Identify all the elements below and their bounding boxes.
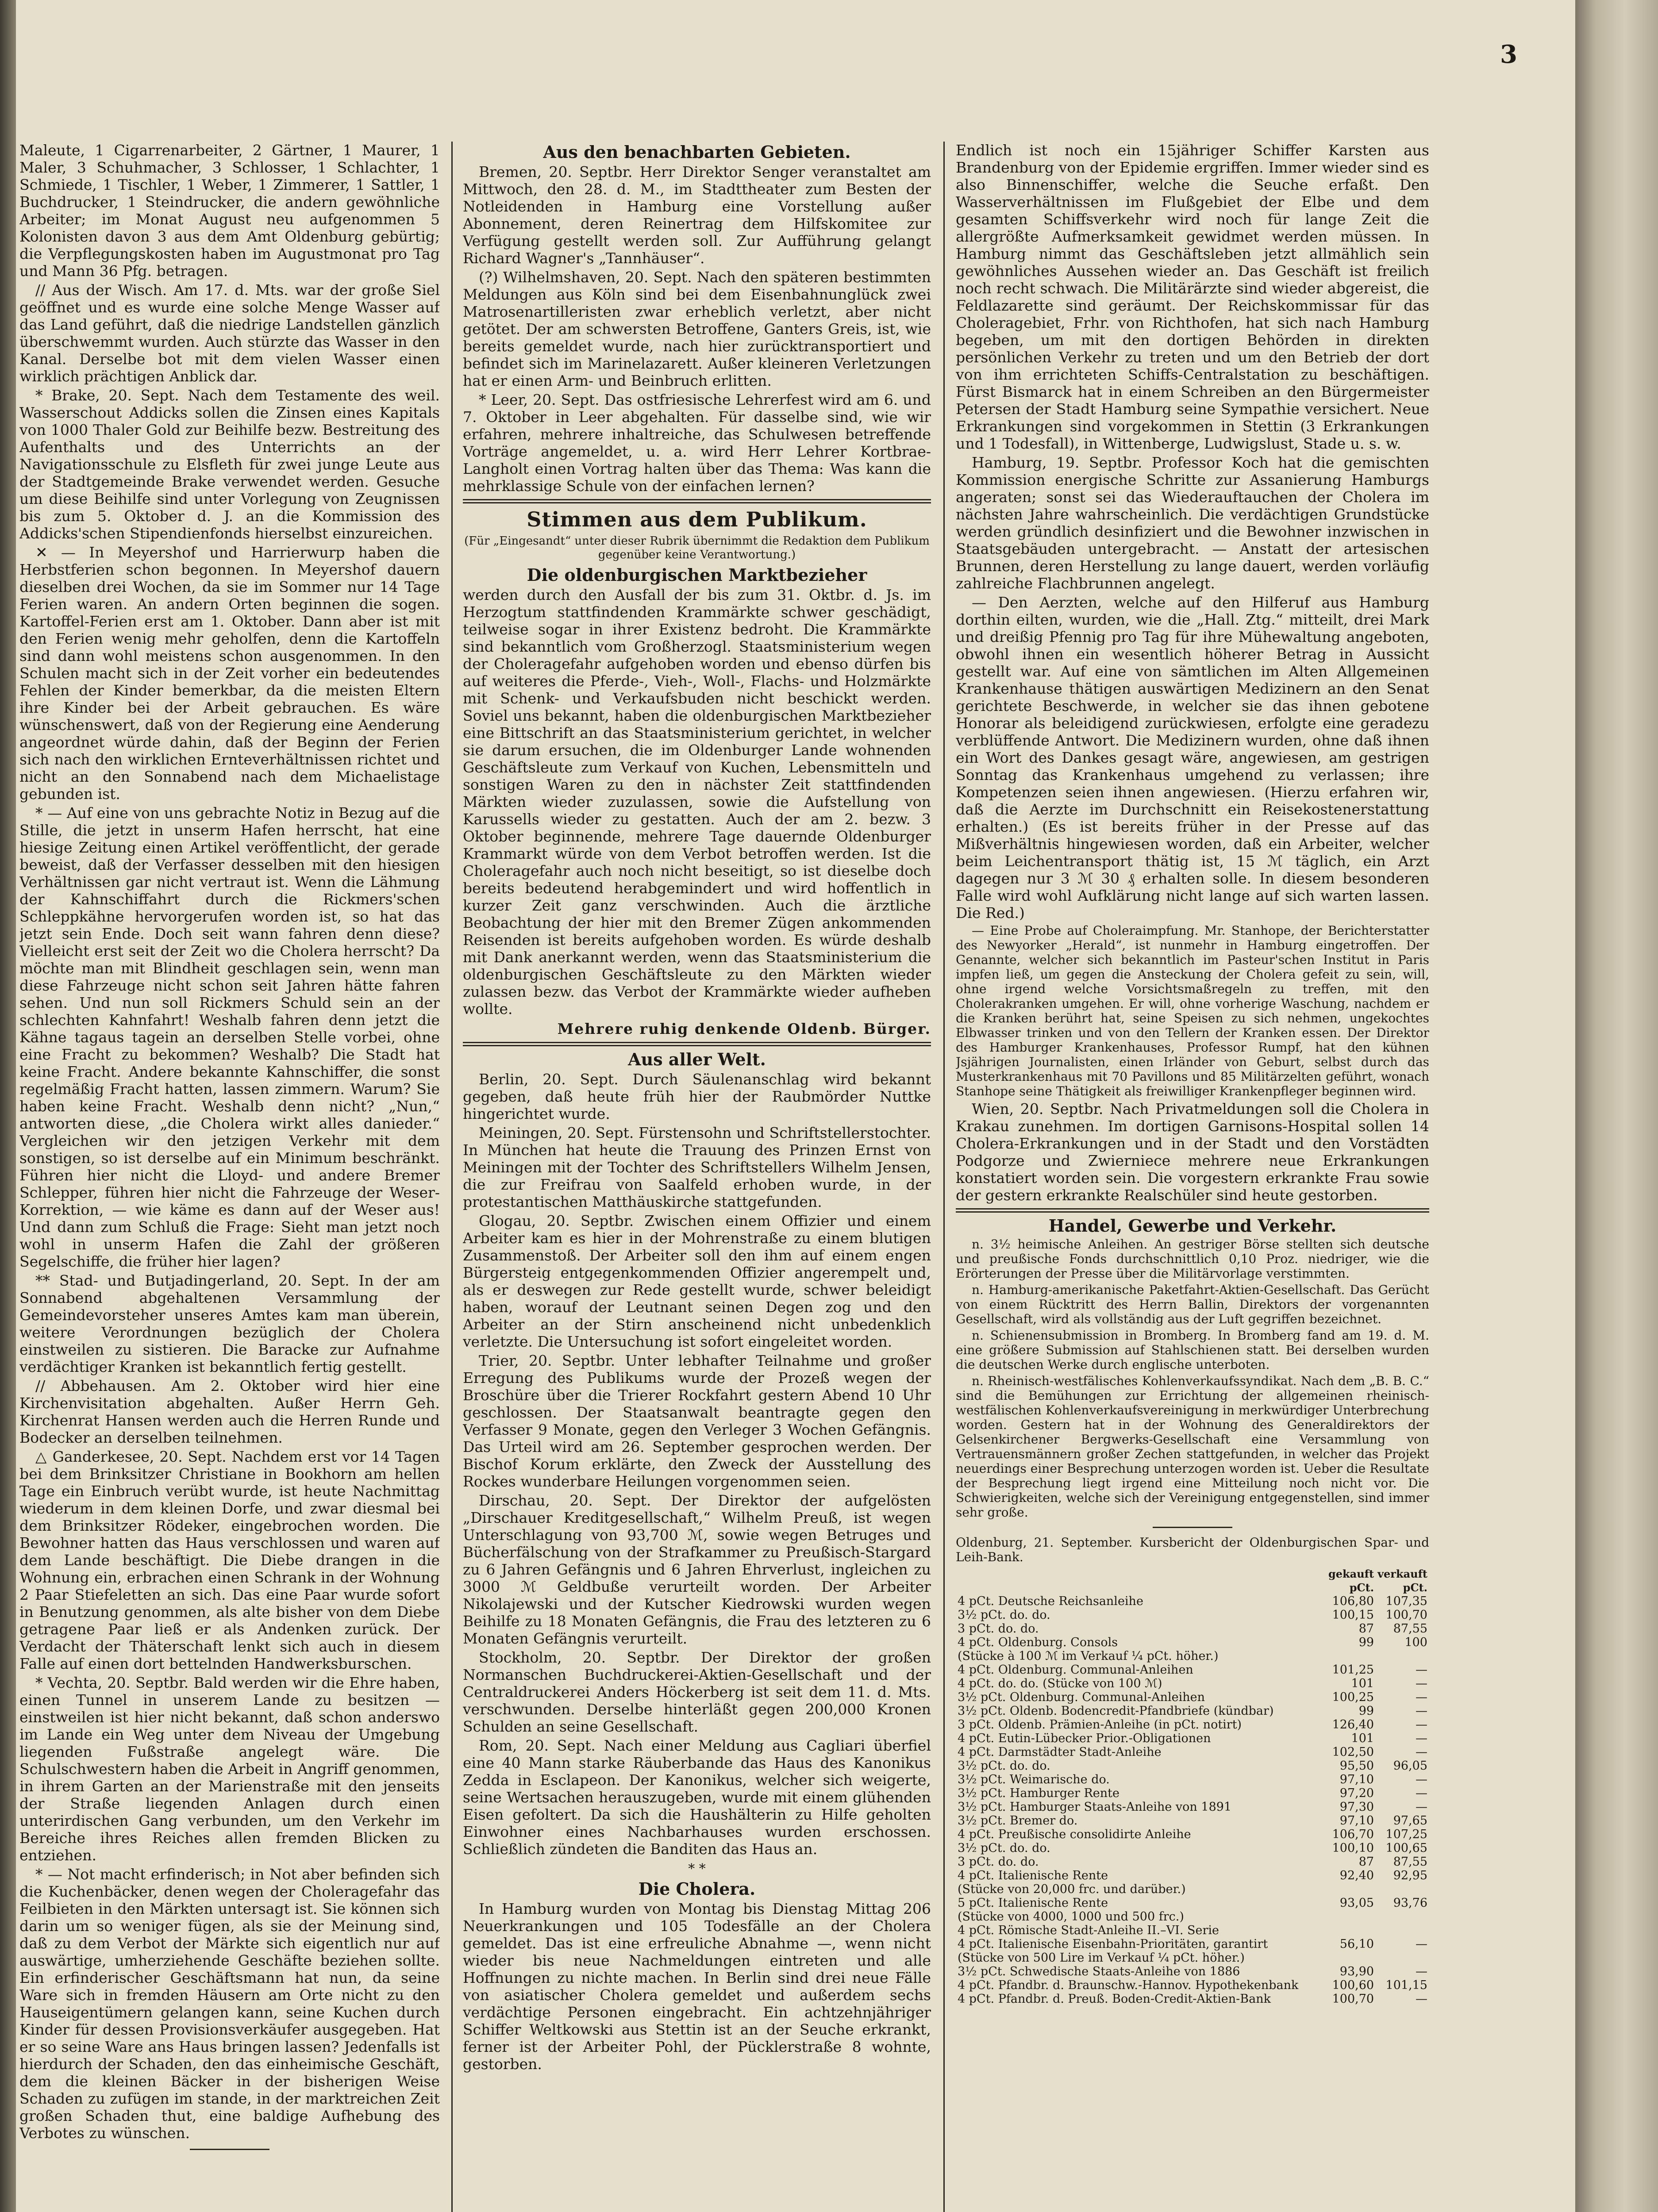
- security-name-cell: 4 pCt. Pfandbr. d. Preuß. Boden-Credit-Aktien-Bank: [958, 1992, 1271, 2006]
- rate-cell: 100,25: [1332, 1690, 1374, 1704]
- table-row: [956, 1718, 1429, 1732]
- article-paragraph: * Brake, 20. Sept. Nach dem Testamente des weil. Wasserschout Addicks sollen die Zinsen eines Kapitals von 1000 Thaler Gold zur Beihilfe bezw. Bestreitung des Aufenthalts und des Unterrichts an der Navigationsschule zu Elsfleth für zwei junge Leute aus der Stadtgemeinde Brake verwendet werden. Gesuche um diese Beihilfe sind unter Vorlegung von Zeugnissen bis zum 5. Oktober d. J. an die Kommission des Addicks'schen Stipendienfonds hierselbst einzureichen.: [19, 387, 440, 542]
- table-row: [956, 1636, 1429, 1649]
- exchange-rate-rows: [956, 1594, 1429, 2006]
- table-row: [956, 1924, 1429, 1937]
- article-paragraph-small: n. Schienensubmission in Bromberg. In Bromberg fand am 19. d. M. eine größere Submission auf Stahlschienen statt. Bei derselben wurden die deutschen Werke durch englische unterboten.: [956, 1328, 1429, 1372]
- article-paragraph: Berlin, 20. Sept. Durch Säulenanschlag wird bekannt gegeben, daß heute früh hier der Raubmörder Nuttke hingerichtet wurde.: [463, 1071, 931, 1122]
- rate-cell: 99: [1358, 1636, 1374, 1649]
- column-3: [956, 142, 1429, 2212]
- rate-cell: —: [1416, 1718, 1427, 1732]
- security-name-cell: (Stücke von 500 Lire im Verkauf ¼ pCt. höher.): [958, 1951, 1245, 1965]
- article-paragraph: * — Not macht erfinderisch; in Not aber befinden sich die Kuchenbäcker, denen wegen der Choleragefahr das Feilbieten in den Märkten untersagt ist. Sie können sich darin um so weniger fügen, als sie der Meinung sind, daß zu dem Verbot der Märkte sich eigentlich nur auf auswärtige, umherziehende Geschäfte beziehen sollte. Ein erfinderischer Geschäftsmann hat nun, da seine Ware sich in fremden Häusern am Orte nicht zu den Hauseigentümern gelangen kann, seine Kuchen durch Kinder für dessen Provisionsverkäufer ausgegeben. Hat er so seine Ware ans Haus bringen lassen? Jedenfalls ist hierdurch der Schaden, den das einheimische Geschäft, dem die kleinen Bäcker in der bisherigen Weise Schaden zu zufügen im stande, in der marktreichen Zeit großen Schaden thut, eine baldige Aufhebung des Verbotes zu wünschen.: [19, 1866, 440, 2142]
- rate-cell: 101,25: [1332, 1663, 1374, 1677]
- table-row: [956, 1828, 1429, 1841]
- end-rule: [190, 2149, 269, 2150]
- rate-cell: [1323, 1910, 1376, 1924]
- security-name-cell: 3½ pCt. do. do.: [958, 1759, 1050, 1773]
- security-name-cell: 4 pCt. Oldenburg. Communal-Anleihen: [958, 1663, 1193, 1677]
- rate-cell: 97,65: [1393, 1814, 1427, 1828]
- rate-cell: 100,15: [1332, 1608, 1374, 1622]
- table-header-row: [956, 1567, 1429, 1581]
- rate-cell: [1323, 1882, 1376, 1896]
- table-row: [956, 1841, 1429, 1855]
- security-name-cell: 3½ pCt. Oldenb. Bodencredit-Pfandbriefe (kündbar): [958, 1704, 1274, 1718]
- security-name-cell: 4 pCt. Pfandbr. d. Braunschw.-Hannov. Hypothekenbank: [958, 1978, 1299, 1992]
- security-name-cell: (Stücke von 20,000 frc. und darüber.): [958, 1882, 1186, 1896]
- rate-cell: 126,40: [1332, 1718, 1374, 1732]
- article-paragraph: Rom, 20. Sept. Nach einer Meldung aus Cagliari überfiel eine 40 Mann starke Räuberbande das Haus des Kanonikus Zedda in Esclapeon. Der Kanonikus, welcher sich weigerte, seine Wertsachen herauszugeben, wurde mit einem glühenden Eisen gefoltert. Da sich die Haushälterin zu Hilfe geholten Einwohner eines Nachbarhauses wurden erschossen. Schließlich zündeten die Banditen das Haus an.: [463, 1737, 931, 1858]
- security-name-cell: 4 pCt. Römische Stadt-Anleihe II.–VI. Serie: [958, 1924, 1219, 1937]
- rate-cell: —: [1416, 1677, 1427, 1690]
- table-row: [956, 1690, 1429, 1704]
- table-row: [956, 1910, 1429, 1924]
- article-paragraph: Stockholm, 20. Septbr. Der Direktor der großen Normanschen Buchdruckerei-Aktien-Gesellschaft und der Centraldruckerei Anders Höckerberg ist seit dem 11. d. Mts. verschwunden. Derselbe hinterläßt gegen 200,000 Kronen Schulden an seine Gesellschaft.: [463, 1649, 931, 1735]
- rate-cell: [1323, 1649, 1376, 1663]
- rate-cell: —: [1416, 1773, 1427, 1786]
- page-stack-edge: [1575, 0, 1658, 2212]
- article-paragraph: // Abbehausen. Am 2. Oktober wird hier eine Kirchenvisitation abgehalten. Außer Herrn Geh. Kirchenrat Hansen werden auch die Herren Runde und Bodecker an derselben teilnehmen.: [19, 1377, 440, 1446]
- security-name-cell: 3½ pCt. do. do.: [958, 1841, 1050, 1855]
- security-name-cell: (Stücke à 100 ℳ im Verkauf ¼ pCt. höher.): [958, 1649, 1219, 1663]
- article-paragraph: Wien, 20. Septbr. Nach Privatmeldungen soll die Cholera in Krakau zunehmen. Im dortigen Garnisons-Hospital sollen 14 Cholera-Erkrankungen und in der Stadt und den Vorstädten Podgorze und Zwierniece mehrere neue Erkrankungen konstatiert worden sein. Die vorgestern erkrankte Frau sowie der gestern erkrankte Realschüler sind heute gestorben.: [956, 1100, 1429, 1204]
- article-paragraph: — Den Aerzten, welche auf den Hilferuf aus Hamburg dorthin eilten, wurden, wie die „Hall. Ztg.“ mitteilt, drei Mark und dreißig Pfennig pro Tag für ihre Mühewaltung angeboten, obwohl ihnen ein wesentlich höherer Betrag in Aussicht gestellt war. Auf eine von sämtlichen im Alten Allgemeinen Krankenhause thätigen auswärtigen Medizinern an den Senat gerichtete Beschwerde, in welcher sie das ihnen gebotene Honorar als beleidigend zurückwiesen, erfolgte eine geradezu verblüffende Antwort. Die Medizinern wurden, ohne daß ihnen ein Wort des Dankes gesagt wäre, angewiesen, am gestrigen Sonntag das Krankenhaus umgehend zu verlassen; ihre Kompetenzen seien ihnen angewiesen. (Hierzu erfahren wir, daß die Aerzte im Durchschnitt ein Reisekostenerstattung erhalten.) (Es ist bereits früher in der Presse auf das Mißverhältnis hingewiesen worden, daß ein Arbeiter, welcher beim Leichentransport thätig ist, 15 ℳ täglich, ein Arzt dagegen nur 3 ℳ 30 ₰ erhalten solle. In diesem besonderen Falle wird wohl Aufklärung nicht lange auf sich warten lassen. Die Red.): [956, 594, 1429, 922]
- table-row: [956, 1663, 1429, 1677]
- article-paragraph: In Hamburg wurden von Montag bis Dienstag Mittag 206 Neuerkrankungen und 105 Todesfälle an der Cholera gemeldet. Das ist eine erfreuliche Abnahme —, wenn nicht wieder bis neue Nachmeldungen eintreten und alle Hoffnungen zu nichte machen. In Berlin sind drei neue Fälle von asiatischer Cholera gemeldet und außerdem sechs verdächtige Personen eingebracht. Ein achtzehnjähriger Schiffer Weltkowski aus Stettin ist an der Seuche erkrankt, ferner ist der Arbeiter Pohl, der Pücklerstraße 8 wohnte, gestorben.: [463, 1900, 931, 2073]
- security-name-cell: 4 pCt. Darmstädter Stadt-Anleihe: [958, 1745, 1162, 1759]
- table-row: [956, 1855, 1429, 1869]
- article-paragraph: werden durch den Ausfall der bis zum 31. Oktbr. d. Js. im Herzogtum stattfindenden Krammärkte schwer geschädigt, teilweise sogar in ihrer Existenz bedroht. Die Krammärkte sind bekanntlich vom Großherzogl. Staatsministerium wegen der Choleragefahr aufgehoben worden und ebenso dürfen bis auf weiteres die Pferde-, Vieh-, Woll-, Flachs- und Holzmärkte mit Schenk- und Verkaufsbuden nicht beschickt werden. Soviel uns bekannt, haben die oldenburgischen Marktbezieher eine Bittschrift an das Staatsministerium gerichtet, in welcher sie darum ersuchen, die im Oldenburger Lande wohnenden Geschäftsleute zum Verkauf von Kuchen, Lebensmitteln und sonstigen Waren zu den in nächster Zeit stattfindenden Märkten wieder zuzulassen, sowie die Aufstellung von Karussells wieder zu gestatten. Auch der am 2. bezw. 3 Oktober beginnende, mehrere Tage dauernde Oldenburger Krammarkt würde von dem Verbot betroffen werden. Ist die Choleragefahr auch noch nicht beseitigt, so ist dieselbe doch bereits bedeutend herabgemindert und wird hoffentlich in kurzer Zeit ganz verschwinden. Auch die ärztliche Beobachtung der hier mit den Bremer Zügen ankommenden Reisenden ist bereits aufgehoben worden. Es würde deshalb mit Dank anerkannt werden, wenn das Staatsministerium die oldenburgischen Geschäftsleute zu den Märkten wieder zulassen bezw. das Verbot der Krammärkte wieder aufheben wollte.: [463, 586, 931, 1018]
- section-divider: [463, 1042, 931, 1046]
- security-name-cell: 3½ pCt. do. do.: [958, 1608, 1050, 1622]
- rate-cell: 87,55: [1393, 1622, 1427, 1636]
- table-row: [956, 1869, 1429, 1882]
- article-paragraph-small: n. 3½ heimische Anleihen. An gestriger Börse stellten sich deutsche und preußische Fonds durchschnittlich 0,10 Proz. niedriger, wie die Erörterungen der Presse über die Militärvorlage verstimmten.: [956, 1237, 1429, 1281]
- rate-cell: 101,15: [1385, 1978, 1427, 1992]
- table-row: [956, 1978, 1429, 1992]
- table-header-cell: pCt.: [1349, 1581, 1374, 1594]
- column-2: [463, 142, 931, 2212]
- article-paragraph: Endlich ist noch ein 15jähriger Schiffer Karsten aus Brandenburg von der Epidemie ergriffen. Immer wieder sind es also Binnenschiffer, welche die Seuche erfaßt. Den Wasserverhältnissen im Flußgebiet der Elbe und dem gesamten Schiffsverkehr wird noch für lange Zeit die allergrößte Aufmerksamkeit gewidmet werden müssen. In Hamburg nimmt das Geschäftsleben jetzt allmählich sein gewöhnliches Aussehen wieder an. Das Geschäft ist freilich noch recht schwach. Die Militärärzte sind wieder abgereist, die Feldlazarette sind geräumt. Der Reichskommissar für das Choleragebiet, Frhr. von Richthofen, hat sich nach Hamburg begeben, um mit den dortigen Behörden in direkten persönlichen Verkehr zu treten und um den Betrieb der dort von ihm errichteten Schiffs-Centralstation zu beschäftigen. Fürst Bismarck hat in einem Schreiben an den Bürgermeister Petersen der Stadt Hamburg seine Sympathie versichert. Neue Erkrankungen sind vorgekommen in Stettin (3 Erkrankungen und 1 Todesfall), in Wittenberge, Ludwigslust, Stade u. s. w.: [956, 142, 1429, 452]
- security-name-cell: 4 pCt. Italienische Rente: [958, 1869, 1108, 1882]
- rate-cell: —: [1416, 1965, 1427, 1978]
- security-name-cell: 3 pCt. do. do.: [958, 1855, 1039, 1869]
- rate-cell: 93,05: [1339, 1896, 1374, 1910]
- article-paragraph: △ Ganderkesee, 20. Sept. Nachdem erst vor 14 Tagen bei dem Brinksitzer Christiane in Bookhorn am hellen Tage ein Einbruch verübt wurde, ist heute Nachmittag wiederum in dem kleinen Dorfe, und zwar diesmal bei dem Brinksitzer Rödeker, eingebrochen worden. Die Bewohner hatten das Haus verschlossen und waren auf dem Lande beschäftigt. Die Diebe drangen in die Wohnung ein, erbrachen einen Schrank in der Wohnung 2 Paar Stiefeletten an sich. Das eine Paar wurde sofort in Benutzung genommen, als alte bisher von dem Diebe getragene Paar ließ er als Andenken zurück. Der Verdacht der Thäterschaft lenkt sich auch in diesem Falle auf einen dort bettelnden Handwerksburschen.: [19, 1448, 440, 1672]
- table-header-row: [956, 1581, 1429, 1594]
- table-row: [956, 1622, 1429, 1636]
- page-number: 3: [1500, 40, 1517, 69]
- security-name-cell: 4 pCt. Deutsche Reichsanleihe: [958, 1594, 1143, 1608]
- article-paragraph: * — Auf eine von uns gebrachte Notiz in Bezug auf die Stille, die jetzt in unserm Hafen herrscht, hat eine hiesige Zeitung einen Artikel veröffentlicht, der gerade beweist, daß der Verfasser desselben mit den hiesigen Verhältnissen gar nicht vertraut ist. Wenn die Lähmung der Kahnschiffahrt durch die Rickmers'schen Schleppkähne hervorgerufen worden ist, so hat das jetzt sein Ende. Doch seit wann fahren denn diese? Vielleicht erst seit der Zeit wo die Cholera herrscht? Da möchte man mit Blindheit geschlagen sein, wenn man diese Fahrzeuge nicht schon seit Jahren hätte fahren sehen. Und nun soll Rickmers Schuld sein an der schlechten Kahnfahrt! Weshalb fahren denn jetzt die Kähne tagaus tagein an derselben Stelle vorbei, ohne eine Fracht zu bekommen? Weshalb? Die Stadt hat keine Fracht. Andere bekannte Kahnschiffer, die sonst regelmäßig Fracht hatten, lassen zimmern. Warum? Sie haben keine Fracht. Weshalb denn nicht? „Nun,“ antworten diese, „die Cholera wirkt alles danieder.“ Vergleichen wir den jetzigen Verkehr mit dem sonstigen, so ist derselbe auf ein Minimum beschränkt. Führen hier nicht die Lloyd- und andere Bremer Schlepper, führen hier nicht die Fahrzeuge der Weser-Korrektion, — wie käme es dann auf der Weser aus! Und dann zum Schluß die Frage: Sieht man jetzt noch wohl in unserm Hafen die Zahl der größeren Segelschiffe, die früher hier lagen?: [19, 804, 440, 1270]
- rate-cell: 97,10: [1339, 1814, 1374, 1828]
- article-paragraph: Trier, 20. Septbr. Unter lebhafter Teilnahme und großer Erregung des Publikums wurde der Prozeß wegen der Broschüre über die Trierer Rockfahrt gestern Abend 10 Uhr geschlossen. Der Staatsanwalt beantragte gegen den Verfasser 9 Monate, gegen den Verleger 3 Wochen Gefängnis. Das Urteil wird am 26. September gesprochen werden. Der Bischof Korum erklärte, den Zweck der Ausstellung des Rockes wunderbare Heilungen vorgenommen seien.: [463, 1352, 931, 1490]
- rate-cell: 87: [1358, 1855, 1374, 1869]
- article-paragraph: ✕ — In Meyershof und Harrierwurp haben die Herbstferien schon begonnen. In Meyershof dauern dieselben drei Wochen, da sie im Sommer nur 14 Tage Ferien waren. An andern Orten beginnen die sogen. Kartoffel-Ferien erst am 1. Oktober. Dann aber ist mit den Ferien wenig mehr geholfen, denn die Kartoffeln sind dann wohl meistens schon ausgenommen. In den Schulen macht sich in der Zeit vorher ein bedeutendes Fehlen der Kinder bemerkbar, da die meisten Eltern ihre Kinder bei der Arbeit gebrauchen. Es wäre wünschenswert, daß von der Regierung eine Aenderung angeordnet würde dahin, daß der Beginn der Ferien sich nach den wirklichen Ernteverhältnissen richtet und nicht an den Sonnabend nach dem Michaelistage gebunden ist.: [19, 544, 440, 803]
- section-heading: Aus aller Welt.: [628, 1049, 766, 1069]
- table-row: [956, 1786, 1429, 1800]
- section-heading: Aus den benachbarten Gebieten.: [543, 142, 851, 162]
- rate-cell: 97,10: [1339, 1773, 1374, 1786]
- rate-cell: 99: [1358, 1704, 1374, 1718]
- rate-cell: 92,95: [1393, 1869, 1427, 1882]
- section-heading: Die Cholera.: [638, 1879, 756, 1899]
- rate-cell: 100,70: [1332, 1992, 1374, 2006]
- security-name-cell: 3½ pCt. Schwedische Staats-Anleihe von 1886: [958, 1965, 1240, 1978]
- table-row: [956, 1608, 1429, 1622]
- rate-cell: [1376, 1924, 1429, 1937]
- rate-cell: 92,40: [1339, 1869, 1374, 1882]
- rate-cell: 87,55: [1393, 1855, 1427, 1869]
- rate-cell: 106,80: [1332, 1594, 1374, 1608]
- security-name-cell: 4 pCt. Oldenburg. Consols: [958, 1636, 1118, 1649]
- table-row: [956, 1594, 1429, 1608]
- article-paragraph: Maleute, 1 Cigarrenarbeiter, 2 Gärtner, 1 Maurer, 1 Maler, 3 Schuhmacher, 3 Schlosser, 1 Schlachter, 1 Schmiede, 1 Tischler, 1 Weber, 1 Zimmerer, 1 Sattler, 1 Buchdrucker, 1 Steindrucker, die andern gewöhnliche Arbeiter; im Monat August neu aufgenommen 5 Kolonisten davon 3 aus dem Amt Oldenburg gebürtig; die Verpflegungskosten haben im Augustmonat pro Tag und Mann 36 Pfg. betragen.: [19, 142, 440, 280]
- rate-cell: 107,25: [1385, 1828, 1427, 1841]
- editorial-note: (Für „Eingesandt“ unter dieser Rubrik übernimmt die Redaktion dem Publikum gegenüber keine Verantwortung.): [464, 534, 930, 561]
- rate-cell: 100,65: [1385, 1841, 1427, 1855]
- rate-cell: —: [1416, 1663, 1427, 1677]
- table-row: [956, 1745, 1429, 1759]
- rate-cell: [1376, 1951, 1429, 1965]
- security-name-cell: 4 pCt. do. do. (Stücke von 100 ℳ): [958, 1677, 1162, 1690]
- security-name-cell: (Stücke von 4000, 1000 und 500 frc.): [958, 1910, 1184, 1924]
- rate-cell: [1376, 1882, 1429, 1896]
- security-name-cell: 3½ pCt. Hamburger Staats-Anleihe von 1891: [958, 1800, 1232, 1814]
- article-title: Die oldenburgischen Marktbezieher: [527, 565, 867, 585]
- article-paragraph: Hamburg, 19. Septbr. Professor Koch hat die gemischten Kommission energische Schritte zur Assanierung Hamburgs angeraten; sonst sei das Wiederauftauchen der Cholera im nächsten Jahre wahrscheinlich. Die verdächtigen Grundstücke werden gründlich desinfiziert und die Bewohner inzwischen in Staatsgebäuden untergebracht. — Anstatt der artesischen Brunnen, deren Herstellung zu lange dauert, werden vorläufig zahlreiche Flachbrunnen angelegt.: [956, 454, 1429, 592]
- security-name-cell: 5 pCt. Italienische Rente: [958, 1896, 1108, 1910]
- section-heading: Stimmen aus dem Publikum.: [527, 507, 867, 531]
- exchange-report-header: Oldenburg, 21. September. Kursbericht der Oldenburgischen Spar- und Leih-Bank.: [956, 1535, 1429, 1564]
- column-rule: [943, 142, 945, 2212]
- rate-cell: 100,10: [1332, 1841, 1374, 1855]
- rate-cell: —: [1416, 1690, 1427, 1704]
- security-name-cell: 3½ pCt. Oldenburg. Communal-Anleihen: [958, 1690, 1205, 1704]
- rate-cell: —: [1416, 1704, 1427, 1718]
- rate-cell: 102,50: [1332, 1745, 1374, 1759]
- column-1: [19, 142, 440, 2212]
- rate-cell: [1376, 1910, 1429, 1924]
- book-binding: [0, 0, 16, 2212]
- table-row: [956, 1773, 1429, 1786]
- rate-cell: —: [1416, 1786, 1427, 1800]
- section-divider-short: [1153, 1527, 1232, 1528]
- security-name-cell: 4 pCt. Preußische consolidirte Anleihe: [958, 1828, 1191, 1841]
- article-paragraph: ** Stad- und Butjadingerland, 20. Sept. In der am Sonnabend abgehaltenen Versammlung der Gemeindevorsteher unseres Amtes kam man überein, weitere Verordnungen bezüglich der Cholera einstweilen zu sistieren. Die Baracke zur Aufnahme verdächtiger Kranken ist bekanntlich fertig gestellt.: [19, 1272, 440, 1375]
- rate-cell: —: [1416, 1800, 1427, 1814]
- article-paragraph: (?) Wilhelmshaven, 20. Sept. Nach den späteren bestimmten Meldungen aus Köln sind bei dem Eisenbahnunglück zwei Matrosenartilleristen zwar erheblich verletzt, aber nicht getötet. Der am schwersten Betroffene, Ganters Greis, ist, wie bereits gemeldet wurde, nach hier zurücktransportiert und befindet sich im Marinelazarett. Außer kleineren Verletzungen hat er einen Arm- und Beinbruch erlitten.: [463, 269, 931, 389]
- column-rule: [451, 142, 453, 2212]
- article-paragraph: Glogau, 20. Septbr. Zwischen einem Offizier und einem Arbeiter kam es hier in der Mohrenstraße zu einem blutigen Zusammenstoß. Der Arbeiter soll den ihm auf einem engen Bürgersteig entgegenkommenden Offizier angerempelt und, als er deswegen zur Rede gestellt wurde, schwer beleidigt haben, worauf der Leutnant seinen Degen zog und den Arbeiter an der Stirn anscheinend nicht unbedenklich verletzte. Die Untersuchung ist sofort eingeleitet worden.: [463, 1212, 931, 1350]
- security-name-cell: 3½ pCt. Bremer do.: [958, 1814, 1078, 1828]
- table-header-cell: [956, 1581, 1323, 1594]
- rate-cell: 100,60: [1332, 1978, 1374, 1992]
- rate-cell: 101: [1351, 1732, 1374, 1745]
- article-paragraph-small: n. Hamburg-amerikanische Paketfahrt-Aktien-Gesellschaft. Das Gerücht von einem Rücktritt des Herrn Ballin, Direktors der vorgenannten Gesellschaft, wird als vollständig aus der Luft gegriffen bezeichnet.: [956, 1283, 1429, 1326]
- table-row: [956, 1937, 1429, 1951]
- rate-cell: 97,30: [1339, 1800, 1374, 1814]
- rate-cell: [1323, 1924, 1376, 1937]
- rate-cell: —: [1416, 1745, 1427, 1759]
- table-row: [956, 1992, 1429, 2006]
- rate-cell: 100,70: [1385, 1608, 1427, 1622]
- rate-cell: —: [1416, 1937, 1427, 1951]
- rate-cell: [1376, 1649, 1429, 1663]
- table-row: [956, 1882, 1429, 1896]
- section-divider: [956, 1208, 1429, 1213]
- separator-stars: * *: [688, 1861, 706, 1877]
- table-header-cell: pCt.: [1403, 1581, 1427, 1594]
- security-name-cell: 4 pCt. Italienische Eisenbahn-Prioritäten, garantirt: [958, 1937, 1268, 1951]
- article-paragraph: * Leer, 20. Sept. Das ostfriesische Lehrerfest wird am 6. und 7. Oktober in Leer abgehalten. Für dasselbe sind, wie wir erfahren, mehrere inhaltreiche, das Schulwesen betreffende Vorträge angemeldet, u. a. wird Herr Lehrer Kortbrae-Langholt einen Vortrag halten über das Thema: Was kann die mehrklassige Schule von der einfachen lernen?: [463, 391, 931, 495]
- exchange-rate-table: [956, 1567, 1429, 2006]
- rate-cell: 107,35: [1385, 1594, 1427, 1608]
- table-row: [956, 1704, 1429, 1718]
- rate-cell: 101: [1351, 1677, 1374, 1690]
- article-paragraph-small: n. Rheinisch-westfälisches Kohlenverkaufssyndikat. Nach dem „B. B. C.“ sind die Bemühungen zur Errichtung der allgemeinen rheinisch-westfälischen Kohlenverkaufsvereinigung in merkwürdiger Unterbrechung worden. Gestern hat in der Wohnung des Generaldirektors der Gelsenkirchener Bergwerks-Gesellschaft eine Versammlung von Vertrauensmännern großer Zechen stattgefunden, in welcher das Projekt neuerdings einer Besprechung unterzogen worden ist. Ueber die Resultate der Besprechung liegt irgend eine Mitteilung noch nicht vor. Die Schwierigkeiten, welche sich der Vereinigung entgegenstellen, sind immer sehr große.: [956, 1374, 1429, 1520]
- article-paragraph: Bremen, 20. Septbr. Herr Direktor Senger veranstaltet am Mittwoch, den 28. d. M., im Stadttheater zum Besten der Notleidenden in Hamburg eine Vorstellung außer Abonnement, deren Reinertrag dem Hilfskomitee zur Verfügung gestellt werden soll. Zur Aufführung gelangt Richard Wagner's „Tannhäuser“.: [463, 163, 931, 267]
- article-paragraph-small: — Eine Probe auf Choleraimpfung. Mr. Stanhope, der Berichterstatter des Newyorker „Herald“, ist nunmehr in Hamburg eingetroffen. Der Genannte, welcher sich bekanntlich im Pasteur'schen Institut in Paris impfen ließ, um gegen die Ansteckung der Cholera gefeit zu sein, will, ohne irgend welche Vorsichtsmaßregeln zu treffen, mit den Cholerakranken umgehen. Er will, ohne vorherige Waschung, nachdem er die Kranken berührt hat, seine Speisen zu sich nehmen, ungekochtes Elbwasser trinken und von den Tellern der Kranken essen. Der Direktor des Hamburger Krankenhauses, Professor Rumpf, hat den kühnen Jsjährigen Journalisten, einen Irländer von Geburt, selbst durch das Musterkrankenhaus mit 70 Pavillons und 85 Militärzelten geführt, wonach Stanhope seine Thätigkeit als freiwilliger Krankenpfleger beginnen wird.: [956, 923, 1429, 1098]
- section-divider: [463, 499, 931, 503]
- table-header-cell: gekauft: [1328, 1567, 1374, 1580]
- table-row: [956, 1814, 1429, 1828]
- table-row: [956, 1896, 1429, 1910]
- rate-cell: —: [1416, 1992, 1427, 2006]
- security-name-cell: 3 pCt. do. do.: [958, 1622, 1039, 1636]
- rate-cell: —: [1416, 1732, 1427, 1745]
- article-signature: Mehrere ruhig denkende Oldenb. Bürger.: [557, 1020, 931, 1037]
- section-heading: Handel, Gewerbe und Verkehr.: [1048, 1216, 1337, 1236]
- table-row: [956, 1649, 1429, 1663]
- article-paragraph: Meiningen, 20. Sept. Fürstensohn und Schriftstellerstochter. In München hat heute die Trauung des Prinzen Ernst von Meiningen mit der Tochter des Schriftstellers Wilhelm Jensen, die zur Freifrau von Saalfeld erhoben wurde, in der protestantischen Matthäuskirche stattgefunden.: [463, 1124, 931, 1210]
- table-header-cell: [956, 1567, 1323, 1581]
- rate-cell: 95,50: [1339, 1759, 1374, 1773]
- rate-cell: 93,76: [1393, 1896, 1427, 1910]
- article-paragraph: * Vechta, 20. Septbr. Bald werden wir die Ehre haben, einen Tunnel in unserem Lande zu besitzen — einstweilen ist hier nicht bekannt, daß schon anderswo im Lande ein Weg unter dem Niveau der Umgebung liegenden Fußstraße angelegt wäre. Die Schulschwestern haben die Arbeit in Angriff genommen, in ihrem Garten an der Marienstraße mit den jenseits der Straße liegenden Anlagen durch einen unterirdischen Gang verbunden, um den Verkehr im Bereiche ihres Reiches allen fremden Blicken zu entziehen.: [19, 1674, 440, 1864]
- table-row: [956, 1759, 1429, 1773]
- article-paragraph: // Aus der Wisch. Am 17. d. Mts. war der große Siel geöffnet und es wurde eine solche Menge Wasser auf das Land geführt, daß die niedrige Landstellen gänzlich überschwemmt wurden. Auch stürzte das Wasser in den Kanal. Derselbe bot mit dem vielen Wasser einen wirklich prächtigen Anblick dar.: [19, 281, 440, 385]
- table-row: [956, 1677, 1429, 1690]
- rate-cell: [1323, 1951, 1376, 1965]
- article-paragraph: Dirschau, 20. Sept. Der Direktor der aufgelösten „Dirschauer Kreditgesellschaft,“ Wilhelm Preuß, ist wegen Unterschlagung von 93,700 ℳ, sowie wegen Betruges und Bücherfälschung von der Strafkammer zu Preußisch-Stargard zu 6 Jahren Gefängnis und 6 Jahren Ehrverlust, ingleichen zu 3000 ℳ Geldbuße verurteilt worden. Der Arbeiter Nikolajewski und der Kutscher Kiedrowski wurden wegen Beihilfe zu 18 Monaten Gefängnis, die Frau des letzteren zu 6 Monaten Gefängnis verurteilt.: [463, 1492, 931, 1647]
- rate-cell: 96,05: [1393, 1759, 1427, 1773]
- table-row: [956, 1800, 1429, 1814]
- security-name-cell: 3½ pCt. Weimarische do.: [958, 1773, 1110, 1786]
- table-header-cell: verkauft: [1377, 1567, 1427, 1580]
- rate-cell: 100: [1404, 1636, 1427, 1649]
- rate-cell: 97,20: [1339, 1786, 1374, 1800]
- rate-cell: 56,10: [1339, 1937, 1374, 1951]
- security-name-cell: 4 pCt. Eutin-Lübecker Prior.-Obligationen: [958, 1732, 1211, 1745]
- rate-cell: 87: [1358, 1622, 1374, 1636]
- security-name-cell: 3½ pCt. Hamburger Rente: [958, 1786, 1119, 1800]
- rate-cell: 106,70: [1332, 1828, 1374, 1841]
- table-row: [956, 1965, 1429, 1978]
- security-name-cell: 3 pCt. Oldenb. Prämien-Anleihe (in pCt. notirt): [958, 1718, 1242, 1732]
- rate-cell: 93,90: [1339, 1965, 1374, 1978]
- table-row: [956, 1951, 1429, 1965]
- table-row: [956, 1732, 1429, 1745]
